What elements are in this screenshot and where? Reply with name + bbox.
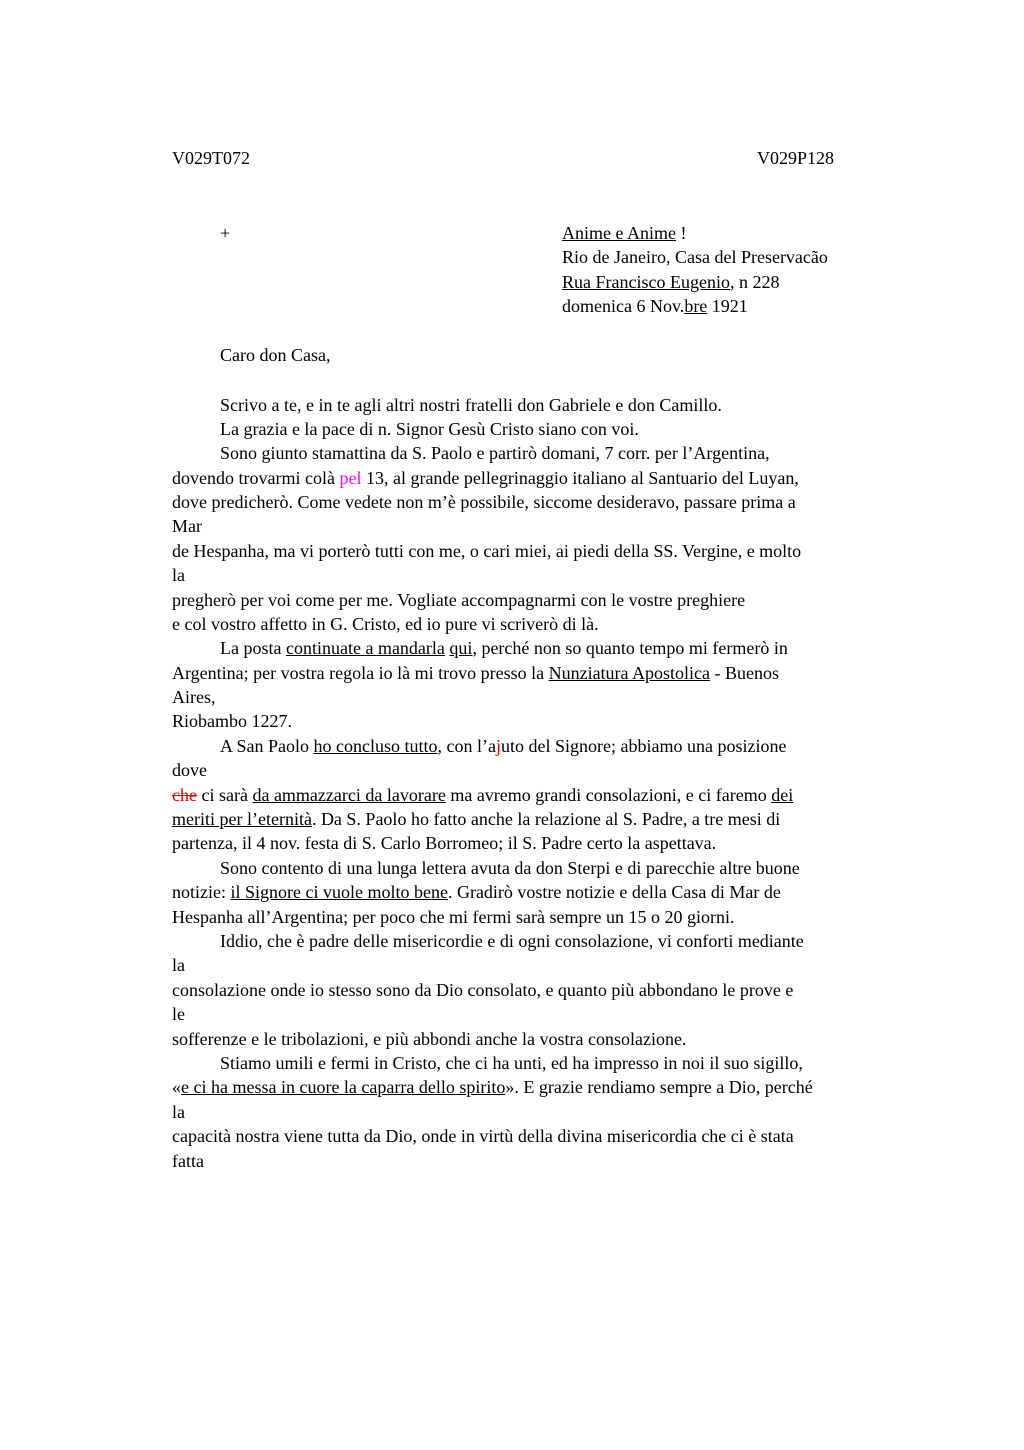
body-line: e col vostro affetto in G. Cristo, ed io pure vi scriverò di là.	[172, 614, 599, 634]
body-line	[220, 636, 788, 660]
text-run: «	[172, 1077, 181, 1097]
body-line: Sono giunto stamattina da S. Paolo e partirò domani, 7 corr. per l’Argentina,	[220, 443, 770, 463]
street-number: , n 228	[729, 272, 780, 292]
date-part-a: domenica 6 Nov.	[562, 296, 685, 316]
deleted-word: che	[172, 785, 197, 805]
body-line: capacità nostra viene tutta da Dio, onde in virtù della divina misericordia che ci è stata	[172, 1126, 794, 1146]
underlined-phrase: Nunziatura Apostolica	[548, 663, 711, 683]
body-line: La grazia e la pace di n. Signor Gesù Cristo siano con voi.	[220, 419, 639, 439]
underlined-phrase: da ammazzarci da lavorare	[252, 785, 446, 805]
body-line: la	[172, 565, 185, 585]
text-run: - Buenos	[710, 663, 780, 683]
text-run: ma avremo grandi consolazioni, e ci faremo	[445, 785, 772, 805]
body-line	[220, 734, 786, 758]
text-run: ». E grazie rendiamo sempre a Dio, perché	[505, 1077, 813, 1097]
text-run: A San Paolo	[220, 736, 314, 756]
salutation: Caro don Casa,	[220, 345, 331, 365]
body-line: la	[172, 1102, 185, 1122]
header-right-code: V029P128	[757, 148, 835, 168]
text-run: , perché non so quanto tempo mi fermerò in	[472, 638, 788, 658]
text-run: . Gradirò vostre notizie e della Casa di Mar de	[447, 882, 781, 902]
text-run: uto del Signore; abbiamo una posizione	[501, 736, 787, 756]
date-part-b: bre	[684, 296, 708, 316]
underlined-phrase: dei	[771, 785, 794, 805]
body-line: Iddio, che è padre delle misericordie e di ogni consolazione, vi conforti mediante	[220, 931, 804, 951]
street-name: Rua Francisco Eugenio	[562, 272, 730, 292]
body-line	[172, 880, 781, 904]
body-line	[172, 1075, 813, 1099]
address-line-1	[562, 221, 686, 245]
text-run: dovendo trovarmi colà	[172, 468, 340, 488]
header-left-code: V029T072	[172, 148, 250, 168]
body-line: le	[172, 1004, 185, 1024]
underlined-phrase: qui	[449, 638, 473, 658]
body-line: consolazione onde io stesso sono da Dio consolato, e quanto più abbondano le prove e	[172, 980, 794, 1000]
body-line: fatta	[172, 1151, 204, 1171]
text-run: ci sarà	[196, 785, 253, 805]
cross-symbol: +	[220, 223, 231, 243]
body-line: Stiamo umili e fermi in Cristo, che ci ha unti, ed ha impresso in noi il suo sigillo,	[220, 1053, 803, 1073]
text-run: . Da S. Paolo ho fatto anche la relazione al S. Padre, a tre mesi di	[311, 809, 781, 829]
body-line: Sono contento di una lunga lettera avuta da don Sterpi e di parecchie altre buone	[220, 858, 800, 878]
motto-end: !	[675, 223, 687, 243]
text-run: La posta	[220, 638, 286, 658]
underlined-phrase: e ci ha messa in cuore la caparra dello spirito	[181, 1077, 506, 1097]
underlined-phrase: meriti per l’eternità	[172, 809, 312, 829]
text-run: Argentina; per vostra regola io là mi trovo presso la	[172, 663, 549, 683]
text-run: notizie:	[172, 882, 231, 902]
body-line: pregherò per voi come per me. Vogliate accompagnarmi con le vostre preghiere	[172, 590, 746, 610]
underlined-phrase: il Signore ci vuole molto bene	[230, 882, 448, 902]
body-line: Mar	[172, 516, 202, 536]
underlined-phrase: ho concluso tutto	[313, 736, 438, 756]
body-line: dove	[172, 760, 207, 780]
body-line	[172, 783, 793, 807]
body-line: la	[172, 955, 185, 975]
body-line	[172, 466, 799, 490]
address-line-3	[562, 270, 779, 294]
body-line: Hespanha all’Argentina; per poco che mi fermi sarà sempre un 15 o 20 giorni.	[172, 907, 735, 927]
body-line: partenza, il 4 nov. festa di S. Carlo Borromeo; il S. Padre certo la aspettava.	[172, 833, 717, 853]
text-run: , con l’a	[437, 736, 496, 756]
date-line	[562, 294, 748, 318]
body-line: dove predicherò. Come vedete non m’è possibile, siccome desideravo, passare prima a	[172, 492, 796, 512]
body-line: de Hespanha, ma vi porterò tutti con me, o cari miei, ai piedi della SS. Vergine, e molto	[172, 541, 802, 561]
inserted-letter: j	[496, 736, 502, 756]
body-line	[172, 807, 780, 831]
address-line-2: Rio de Janeiro, Casa del Preservacão	[562, 247, 828, 267]
body-line: Riobambo 1227.	[172, 711, 292, 731]
body-line: sofferenze e le tribolazioni, e più abbondi anche la vostra consolazione.	[172, 1029, 687, 1049]
underlined-phrase: continuate a mandarla	[285, 638, 445, 658]
text-run: 13, al grande pellegrinaggio italiano al Santuario del Luyan,	[361, 468, 799, 488]
highlighted-word: pel	[339, 468, 362, 488]
body-line: Aires,	[172, 687, 216, 707]
motto: Anime e Anime	[562, 223, 676, 243]
date-part-c: 1921	[707, 296, 748, 316]
body-line	[172, 661, 779, 685]
body-line: Scrivo a te, e in te agli altri nostri fratelli don Gabriele e don Camillo.	[220, 395, 722, 415]
